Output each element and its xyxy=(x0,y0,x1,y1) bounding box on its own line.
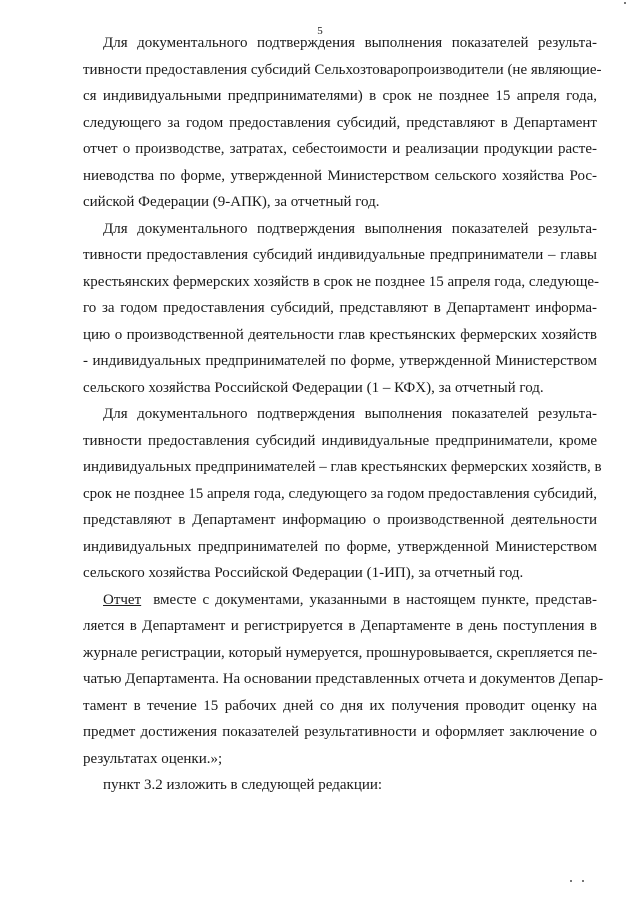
text-line: индивидуальных предпринимателей по форме, утвержденной Министерством xyxy=(83,538,597,555)
text-line: представляют в Департамент информацию о производственной деятельности xyxy=(83,512,597,528)
text-line: индивидуальных предпринимателей – глав крестьянских фермерских хозяйств, в xyxy=(83,459,602,475)
text-line: Для документального подтверждения выполнения показателей результа- xyxy=(103,406,597,422)
text-line: пункт 3.2 изложить в следующей редакции: xyxy=(103,777,383,793)
text-line: ся индивидуальными предпринимателями) в срок не позднее 15 апреля года, xyxy=(83,88,597,104)
scan-artifact-top xyxy=(624,2,626,4)
text-line: Для документального подтверждения выполнения показателей результа- xyxy=(103,220,597,237)
text-line: тамент в течение 15 рабочих дней со дня их получения проводит оценку на xyxy=(83,697,597,714)
underlined-word: Отчет xyxy=(103,591,142,608)
text-line: результатах оценки.»; xyxy=(83,750,223,767)
scan-artifact-bottom-2 xyxy=(582,880,584,882)
text-line: тивности предоставления субсидий Сельхозтоваропроизводители (не являющие- xyxy=(83,61,602,78)
text-line: тивности предоставления субсидий индивидуальные предприниматели, кроме xyxy=(83,432,597,449)
text-line: предмет достижения показателей результативности и оформляет заключение о xyxy=(83,724,597,740)
text-line: крестьянских фермерских хозяйств в срок не позднее 15 апреля года, следующе- xyxy=(83,273,600,290)
text-line: сийской Федерации (9-АПК), за отчетный год. xyxy=(83,194,380,210)
text-line: ляется в Департамент и регистрируется в Департаменте в день поступления в xyxy=(83,618,597,634)
text-line: сельского хозяйства Российской Федерации (1 – КФХ), за отчетный год. xyxy=(83,379,544,396)
text-line: следующего за годом предоставления субсидий, представляют в Департамент xyxy=(83,114,597,131)
text-line: сельского хозяйства Российской Федерации (1-ИП), за отчетный год. xyxy=(83,565,524,581)
text-line: го за годом предоставления субсидий, представляют в Департамент информа- xyxy=(83,300,597,316)
scan-artifact-bottom xyxy=(570,880,572,882)
text-line: журнале регистрации, который нумеруется, прошнуровывается, скрепляется пе- xyxy=(83,644,598,661)
text-line: отчет о производстве, затратах, себестоимости и реализации продукции расте- xyxy=(83,141,597,157)
text-line xyxy=(103,591,597,609)
text-line: срок не позднее 15 апреля года, следующего за годом предоставления субсидий, xyxy=(83,485,597,502)
text-line: тивности предоставления субсидий индивидуальные предприниматели – главы xyxy=(83,247,597,263)
text-line: ниеводства по форме, утвержденной Министерством сельского хозяйства Рос- xyxy=(83,167,597,184)
text-line: Для документального подтверждения выполнения показателей результа- xyxy=(103,35,597,51)
text-line: - индивидуальных предпринимателей по форме, утвержденной Министерством xyxy=(83,353,597,369)
text-line: цию о производственной деятельности глав крестьянских фермерских хозяйств xyxy=(83,326,597,343)
page-number: 5 xyxy=(317,25,323,37)
text-line: чатью Департамента. На основании представленных отчета и документов Депар- xyxy=(83,671,604,687)
line-text: вместе с документами, указанными в настоящем пункте, представ- xyxy=(141,591,597,608)
